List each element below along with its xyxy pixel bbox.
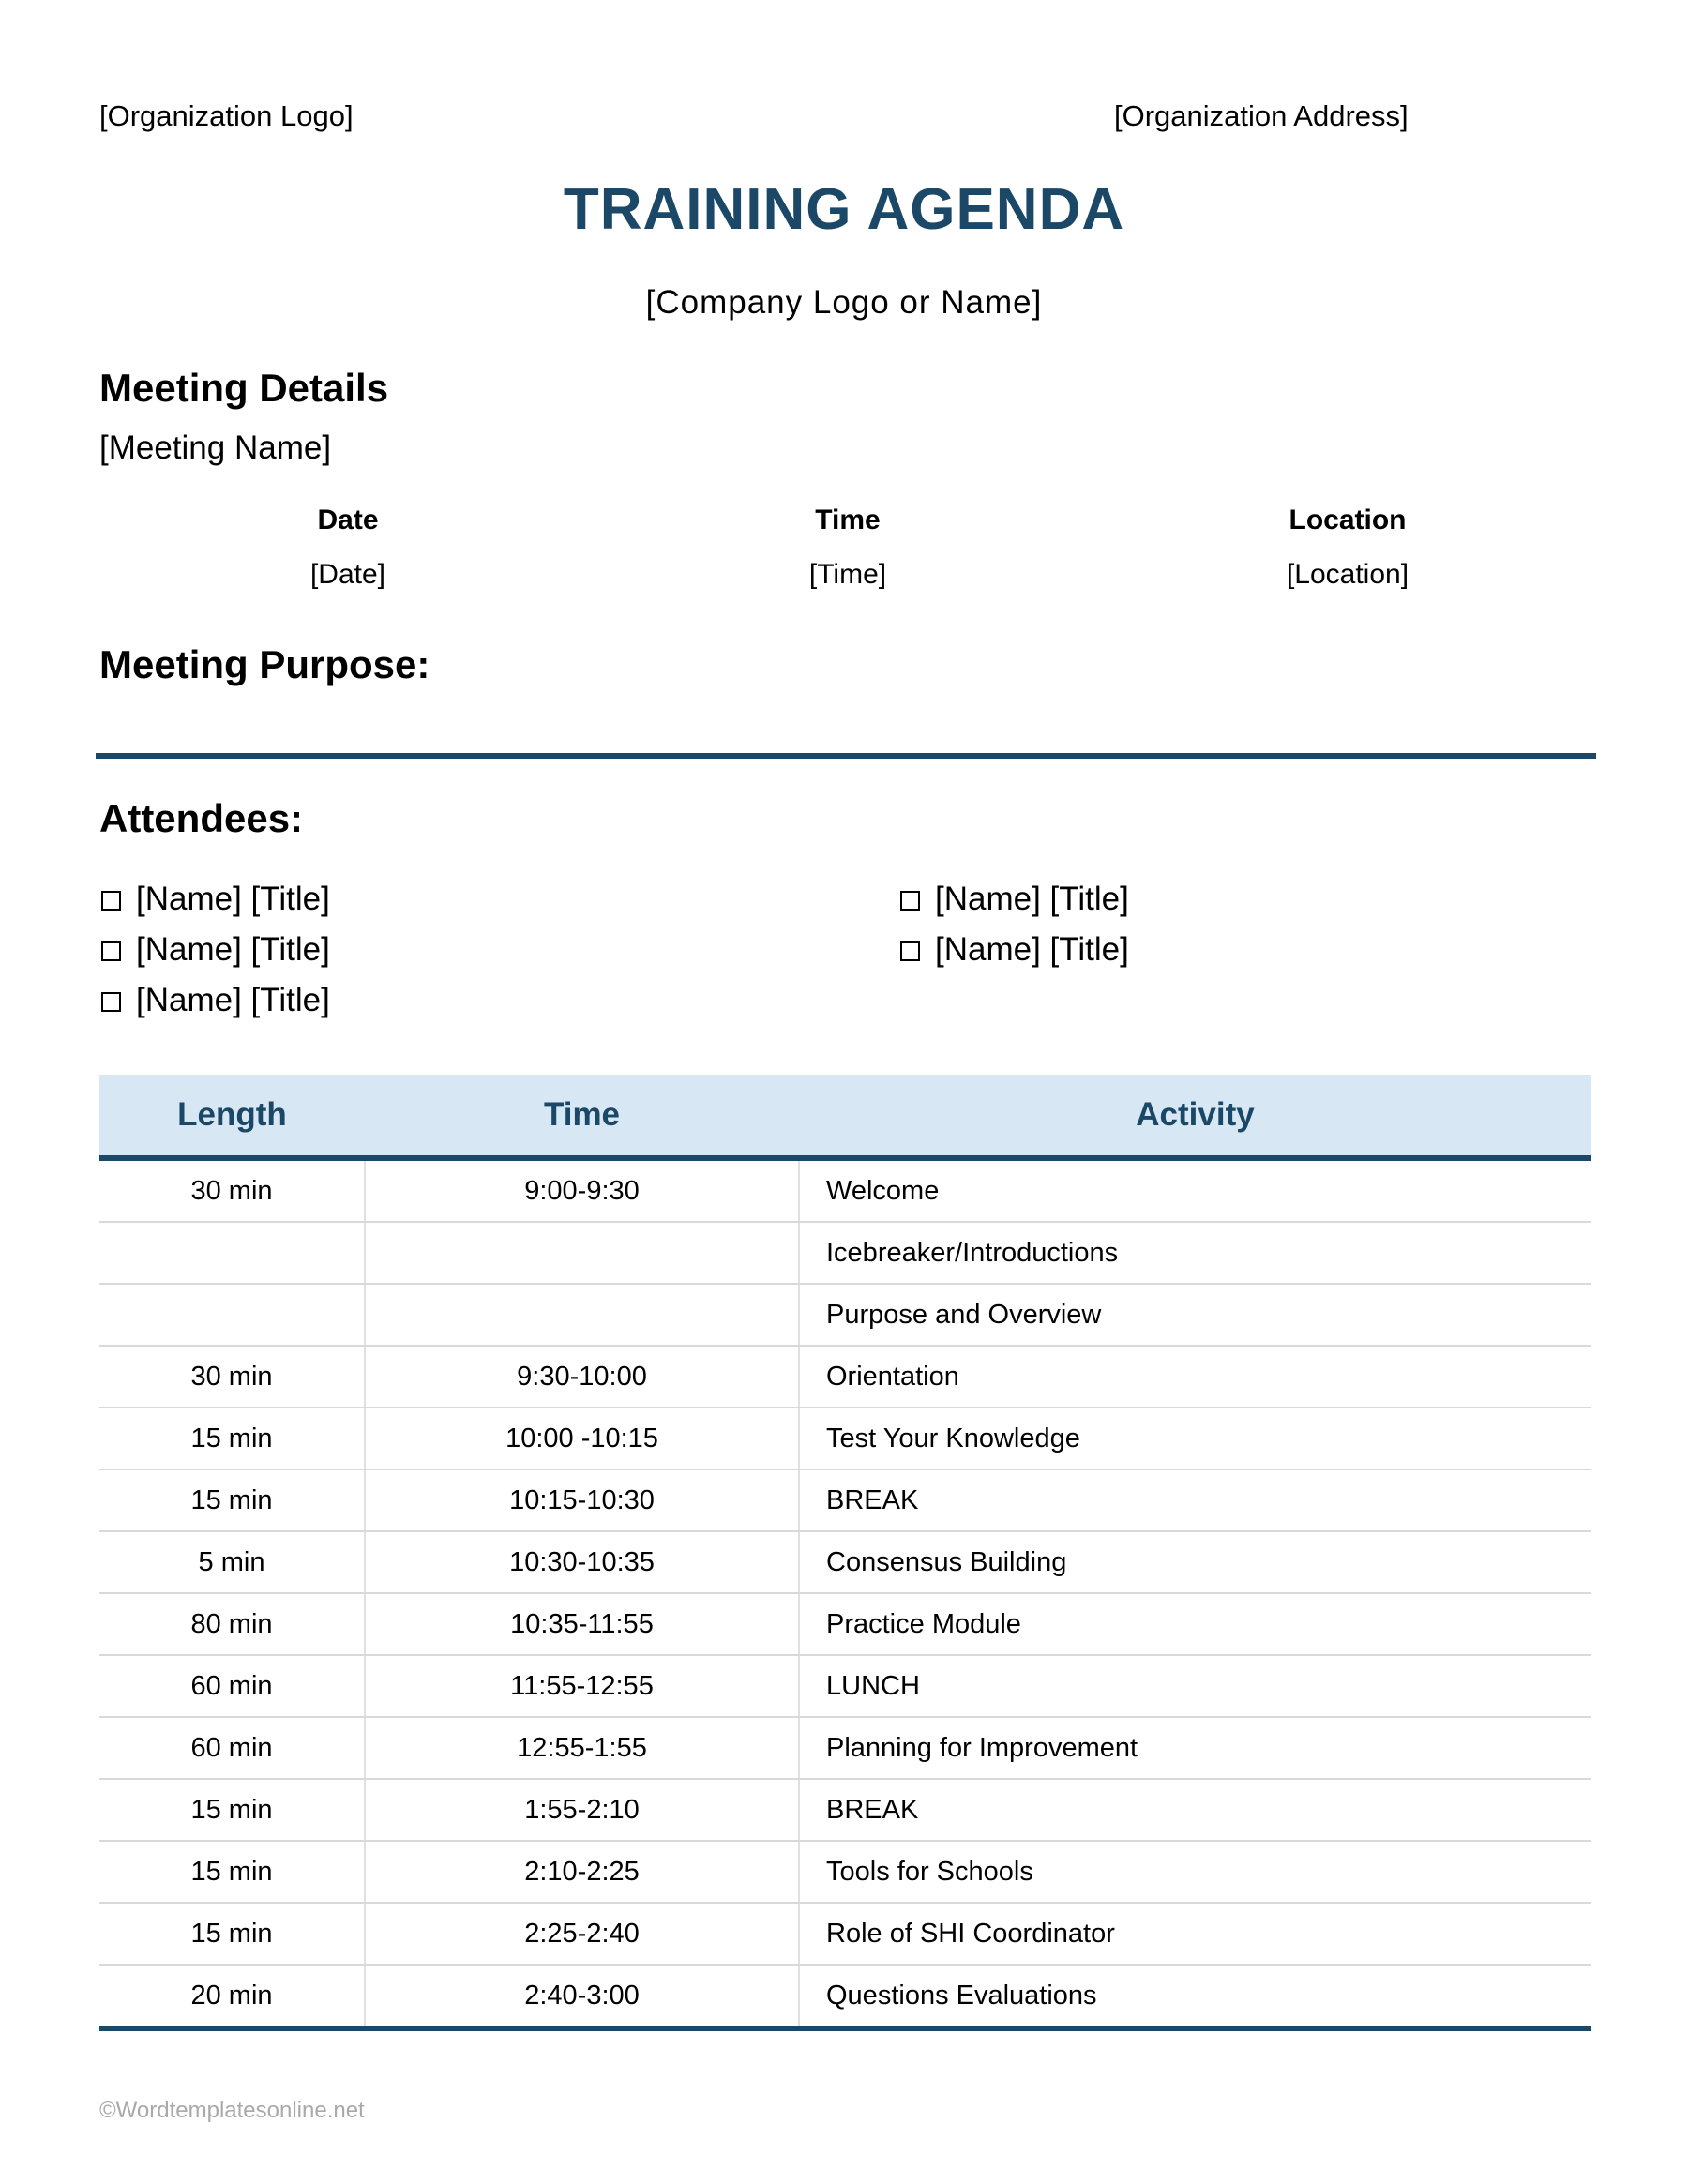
footer-credit: ©Wordtemplatesonline.net bbox=[99, 2098, 365, 2123]
length-column-header: Length bbox=[99, 1075, 365, 1158]
length-cell: 30 min bbox=[99, 1158, 365, 1222]
attendee-item[interactable] bbox=[900, 929, 1129, 971]
time-cell bbox=[365, 1284, 799, 1346]
table-row bbox=[99, 1284, 1591, 1346]
time-cell: 1:55-2:10 bbox=[365, 1779, 799, 1841]
length-cell: 20 min bbox=[99, 1965, 365, 2028]
location-column bbox=[1160, 502, 1535, 594]
length-cell: 5 min bbox=[99, 1531, 365, 1593]
table-row bbox=[99, 1346, 1591, 1408]
attendee-item[interactable] bbox=[101, 879, 330, 920]
table-row bbox=[99, 1158, 1591, 1222]
company-name-placeholder: [Company Logo or Name] bbox=[645, 284, 1043, 321]
table-row bbox=[99, 1655, 1591, 1717]
time-column bbox=[660, 502, 1035, 594]
checkbox-icon[interactable] bbox=[900, 941, 920, 961]
table-row bbox=[99, 1408, 1591, 1469]
length-cell: 80 min bbox=[99, 1593, 365, 1655]
activity-column-header: Activity bbox=[799, 1075, 1591, 1158]
time-label: Time bbox=[815, 505, 881, 535]
agenda-header-row bbox=[99, 1075, 1591, 1158]
activity-cell: Welcome bbox=[799, 1158, 1591, 1222]
length-cell bbox=[99, 1284, 365, 1346]
time-cell: 10:00 -10:15 bbox=[365, 1408, 799, 1469]
length-cell: 60 min bbox=[99, 1717, 365, 1779]
date-column bbox=[160, 502, 535, 594]
purpose-divider bbox=[96, 753, 1596, 759]
meeting-purpose-heading: Meeting Purpose: bbox=[99, 642, 430, 686]
time-cell: 10:30-10:35 bbox=[365, 1531, 799, 1593]
time-cell: 2:10-2:25 bbox=[365, 1841, 799, 1903]
length-cell: 15 min bbox=[99, 1903, 365, 1965]
checkbox-icon[interactable] bbox=[900, 891, 920, 911]
time-cell: 9:30-10:00 bbox=[365, 1346, 799, 1408]
activity-cell: Practice Module bbox=[799, 1593, 1591, 1655]
attendee-item[interactable] bbox=[101, 980, 330, 1021]
organization-address-placeholder: [Organization Address] bbox=[1114, 99, 1409, 132]
activity-cell: LUNCH bbox=[799, 1655, 1591, 1717]
activity-cell: Test Your Knowledge bbox=[799, 1408, 1591, 1469]
organization-logo-placeholder: [Organization Logo] bbox=[99, 99, 354, 132]
time-cell: 2:40-3:00 bbox=[365, 1965, 799, 2028]
activity-cell: Questions Evaluations bbox=[799, 1965, 1591, 2028]
attendee-label: [Name] [Title] bbox=[935, 881, 1129, 917]
table-row bbox=[99, 1717, 1591, 1779]
length-cell: 30 min bbox=[99, 1346, 365, 1408]
date-label: Date bbox=[317, 505, 379, 535]
meeting-details-heading: Meeting Details bbox=[99, 366, 389, 410]
meeting-name: [Meeting Name] bbox=[99, 429, 332, 466]
table-row bbox=[99, 1222, 1591, 1284]
time-cell: 11:55-12:55 bbox=[365, 1655, 799, 1717]
time-cell: 10:15-10:30 bbox=[365, 1469, 799, 1531]
table-row bbox=[99, 1903, 1591, 1965]
length-cell: 60 min bbox=[99, 1655, 365, 1717]
attendee-item[interactable] bbox=[900, 879, 1129, 920]
attendee-label: [Name] [Title] bbox=[136, 982, 330, 1018]
time-cell: 12:55-1:55 bbox=[365, 1717, 799, 1779]
activity-cell: BREAK bbox=[799, 1779, 1591, 1841]
attendee-label: [Name] [Title] bbox=[136, 931, 330, 968]
location-value: [Location] bbox=[1286, 559, 1409, 590]
length-cell bbox=[99, 1222, 365, 1284]
table-row bbox=[99, 1593, 1591, 1655]
attendees-heading: Attendees: bbox=[99, 796, 304, 840]
attendee-label: [Name] [Title] bbox=[935, 931, 1129, 968]
length-cell: 15 min bbox=[99, 1841, 365, 1903]
activity-cell: Icebreaker/Introductions bbox=[799, 1222, 1591, 1284]
attendee-item[interactable] bbox=[101, 929, 330, 971]
table-row bbox=[99, 1965, 1591, 2028]
page-title: TRAINING AGENDA bbox=[563, 177, 1125, 242]
activity-cell: Purpose and Overview bbox=[799, 1284, 1591, 1346]
checkbox-icon[interactable] bbox=[101, 891, 121, 911]
agenda-table bbox=[99, 1075, 1591, 2031]
length-cell: 15 min bbox=[99, 1408, 365, 1469]
activity-cell: Role of SHI Coordinator bbox=[799, 1903, 1591, 1965]
activity-cell: Consensus Building bbox=[799, 1531, 1591, 1593]
table-row bbox=[99, 1779, 1591, 1841]
checkbox-icon[interactable] bbox=[101, 941, 121, 961]
table-row bbox=[99, 1531, 1591, 1593]
activity-cell: Tools for Schools bbox=[799, 1841, 1591, 1903]
table-row bbox=[99, 1469, 1591, 1531]
time-cell: 2:25-2:40 bbox=[365, 1903, 799, 1965]
activity-cell: Orientation bbox=[799, 1346, 1591, 1408]
location-label: Location bbox=[1289, 505, 1407, 535]
length-cell: 15 min bbox=[99, 1779, 365, 1841]
date-value: [Date] bbox=[309, 559, 386, 590]
activity-cell: Planning for Improvement bbox=[799, 1717, 1591, 1779]
checkbox-icon[interactable] bbox=[101, 992, 121, 1012]
time-cell: 10:35-11:55 bbox=[365, 1593, 799, 1655]
time-column-header: Time bbox=[365, 1075, 799, 1158]
time-cell: 9:00-9:30 bbox=[365, 1158, 799, 1222]
time-cell bbox=[365, 1222, 799, 1284]
attendee-label: [Name] [Title] bbox=[136, 881, 330, 917]
table-row bbox=[99, 1841, 1591, 1903]
activity-cell: BREAK bbox=[799, 1469, 1591, 1531]
length-cell: 15 min bbox=[99, 1469, 365, 1531]
time-value: [Time] bbox=[808, 559, 887, 590]
